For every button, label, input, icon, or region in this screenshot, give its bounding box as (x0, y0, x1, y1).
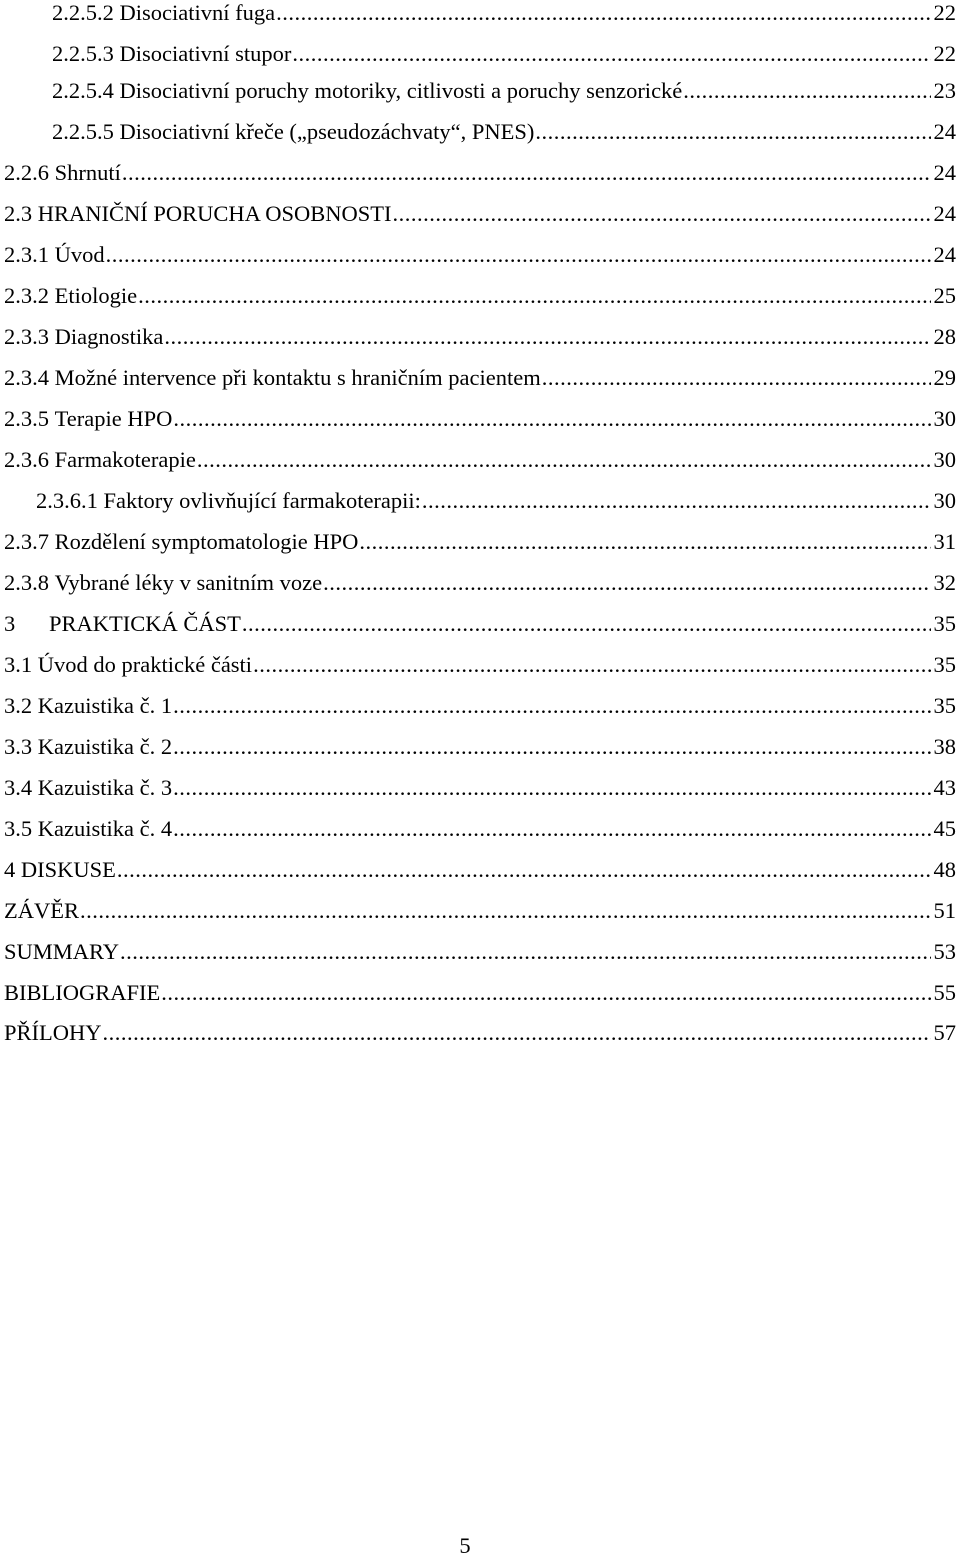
toc-entry-page: 35 (933, 611, 956, 636)
toc-entry-title: Vybrané léky v sanitním voze (54, 570, 323, 595)
toc-entry[interactable] (4, 647, 956, 683)
toc-entry[interactable] (4, 565, 956, 601)
toc-dot-leader (106, 237, 931, 273)
toc-entry-number: 4 (4, 857, 16, 882)
toc-dot-leader (173, 770, 931, 806)
toc-entry-title: HRANIČNÍ PORUCHA OSOBNOSTI (37, 201, 392, 226)
toc-entry-number: 3.3 (4, 734, 33, 759)
toc-entry-title: Etiologie (54, 283, 138, 308)
toc-entry[interactable] (4, 770, 956, 806)
toc-entry[interactable] (4, 524, 956, 560)
toc-dot-leader (323, 565, 931, 601)
toc-entry-number: 2.2.5.4 (52, 78, 114, 103)
toc-entry-number: 2.3.6 (4, 447, 49, 472)
toc-dot-leader (393, 196, 931, 232)
toc-entry-title: Kazuistika č. 4 (37, 816, 173, 841)
toc-entry-number: 2.3.6.1 (36, 488, 98, 513)
toc-entry-title: DISKUSE (20, 857, 116, 882)
toc-entry[interactable] (4, 442, 956, 478)
toc-entry-title: SUMMARY (4, 939, 120, 964)
toc-dot-leader (173, 401, 931, 437)
toc-dot-leader (122, 155, 931, 191)
toc-entry-title: Disociativní poruchy motoriky, citlivosti a poruchy senzorické (119, 78, 683, 103)
toc-entry-number: 2.3 (4, 201, 33, 226)
toc-entry-page: 38 (933, 734, 956, 759)
toc-entry[interactable] (52, 0, 956, 31)
page-number: 5 (459, 1533, 471, 1558)
toc-entry-title: Disociativní fuga (119, 0, 276, 25)
toc-entry[interactable] (4, 975, 956, 1011)
toc-entry-title: Úvod (54, 242, 105, 267)
toc-entry[interactable] (4, 852, 956, 888)
toc-entry-page: 22 (933, 0, 956, 25)
toc-entry-number: 2.3.1 (4, 242, 49, 267)
toc-entry-title: BIBLIOGRAFIE (4, 980, 161, 1005)
toc-dot-leader (161, 975, 931, 1011)
toc-entry[interactable] (4, 729, 956, 765)
toc-entry[interactable] (4, 688, 956, 724)
toc-dot-leader (103, 1015, 931, 1051)
toc-dot-leader (120, 934, 931, 970)
toc-entry-title: Rozdělení symptomatologie HPO (54, 529, 359, 554)
toc-entry-title: Shrnutí (54, 160, 121, 185)
toc-entry-number: 2.3.2 (4, 283, 49, 308)
toc-entry-title: Kazuistika č. 1 (37, 693, 173, 718)
toc-entry-title: Kazuistika č. 2 (37, 734, 173, 759)
toc-entry-title: Faktory ovlivňující farmakoterapii: (103, 488, 421, 513)
toc-entry-title: Terapie HPO (54, 406, 173, 431)
toc-entry-number: 3.4 (4, 775, 33, 800)
toc-entry[interactable] (4, 155, 956, 191)
toc-entry[interactable] (4, 237, 956, 273)
toc-entry-page: 22 (933, 41, 956, 66)
toc-entry-page: 53 (933, 939, 956, 964)
toc-entry-title: Diagnostika (54, 324, 164, 349)
toc-entry-number: 2.2.6 (4, 160, 49, 185)
toc-dot-leader (197, 442, 931, 478)
toc-entry-page: 28 (933, 324, 956, 349)
toc-dot-leader (173, 688, 931, 724)
toc-entry-page: 35 (933, 693, 956, 718)
toc-entry-number: 2.3.4 (4, 365, 49, 390)
toc-entry-page: 30 (933, 406, 956, 431)
toc-entry-title: Kazuistika č. 3 (37, 775, 173, 800)
toc-entry[interactable] (52, 114, 956, 150)
toc-entry[interactable] (4, 1015, 956, 1051)
toc-entry-title: Disociativní stupor (119, 41, 292, 66)
toc-entry-page: 25 (933, 283, 956, 308)
toc-entry[interactable] (36, 483, 956, 519)
toc-entry[interactable] (4, 811, 956, 847)
toc-entry-page: 30 (933, 447, 956, 472)
toc-entry[interactable] (4, 319, 956, 355)
toc-dot-leader (422, 483, 931, 519)
toc-entry-page: 31 (933, 529, 956, 554)
toc-dot-leader (535, 114, 931, 150)
toc-entry-number: 2.3.5 (4, 406, 49, 431)
toc-entry[interactable] (4, 401, 956, 437)
toc-entry-page: 55 (933, 980, 956, 1005)
toc-entry-title: PŘÍLOHY (4, 1020, 102, 1045)
toc-entry-number: 3.1 (4, 652, 33, 677)
toc-entry[interactable] (4, 606, 956, 642)
toc-entry-title: PRAKTICKÁ ČÁST (49, 611, 241, 636)
toc-entry-number: 2.2.5.5 (52, 119, 114, 144)
toc-entry-page: 24 (933, 119, 956, 144)
toc-entry-number: 2.2.5.3 (52, 41, 114, 66)
toc-dot-leader (542, 360, 931, 396)
toc-entry-number: 3 (4, 611, 16, 636)
toc-entry-page: 29 (933, 365, 956, 390)
toc-entry-title: ZÁVĚR (4, 898, 79, 923)
toc-entry[interactable] (4, 196, 956, 232)
toc-dot-leader (683, 73, 931, 109)
toc-entry[interactable] (4, 893, 956, 929)
toc-entry[interactable] (4, 360, 956, 396)
toc-entry-page: 35 (933, 652, 956, 677)
toc-entry-page: 43 (933, 775, 956, 800)
toc-entry-number: 3.5 (4, 816, 33, 841)
toc-entry-number: 3.2 (4, 693, 33, 718)
toc-entry[interactable] (52, 73, 956, 109)
toc-dot-leader (173, 811, 931, 847)
toc-entry[interactable] (52, 36, 956, 72)
toc-entry-number: 2.3.3 (4, 324, 49, 349)
toc-entry-page: 24 (933, 160, 956, 185)
toc-dot-leader (292, 36, 931, 72)
toc-dot-leader (138, 278, 931, 314)
toc-entry-page: 24 (933, 242, 956, 267)
toc-dot-leader (242, 606, 931, 642)
toc-dot-leader (80, 893, 931, 929)
toc-dot-leader (359, 524, 931, 560)
toc-entry-number: 2.2.5.2 (52, 0, 114, 25)
toc-entry-title: Možné intervence při kontaktu s hraničním pacientem (54, 365, 541, 390)
toc-entry-page: 45 (933, 816, 956, 841)
toc-entry[interactable] (4, 934, 956, 970)
toc-entry[interactable] (4, 278, 956, 314)
toc-entry-page: 48 (933, 857, 956, 882)
toc-entry-page: 51 (933, 898, 956, 923)
toc-entry-page: 32 (933, 570, 956, 595)
toc-entry-number: 2.3.7 (4, 529, 49, 554)
toc-dot-leader (117, 852, 931, 888)
toc-entry-title: Úvod do praktické části (37, 652, 253, 677)
toc-entry-title: Disociativní křeče („pseudozáchvaty“, PNES) (119, 119, 535, 144)
toc-dot-leader (173, 729, 931, 765)
toc-entry-page: 24 (933, 201, 956, 226)
toc-dot-leader (253, 647, 931, 683)
toc-entry-page: 30 (933, 488, 956, 513)
toc-entry-page: 23 (933, 78, 956, 103)
toc-entry-number: 2.3.8 (4, 570, 49, 595)
toc-entry-title: Farmakoterapie (54, 447, 196, 472)
toc-dot-leader (276, 0, 931, 31)
toc-entry-page: 57 (933, 1020, 956, 1045)
toc-dot-leader (164, 319, 931, 355)
